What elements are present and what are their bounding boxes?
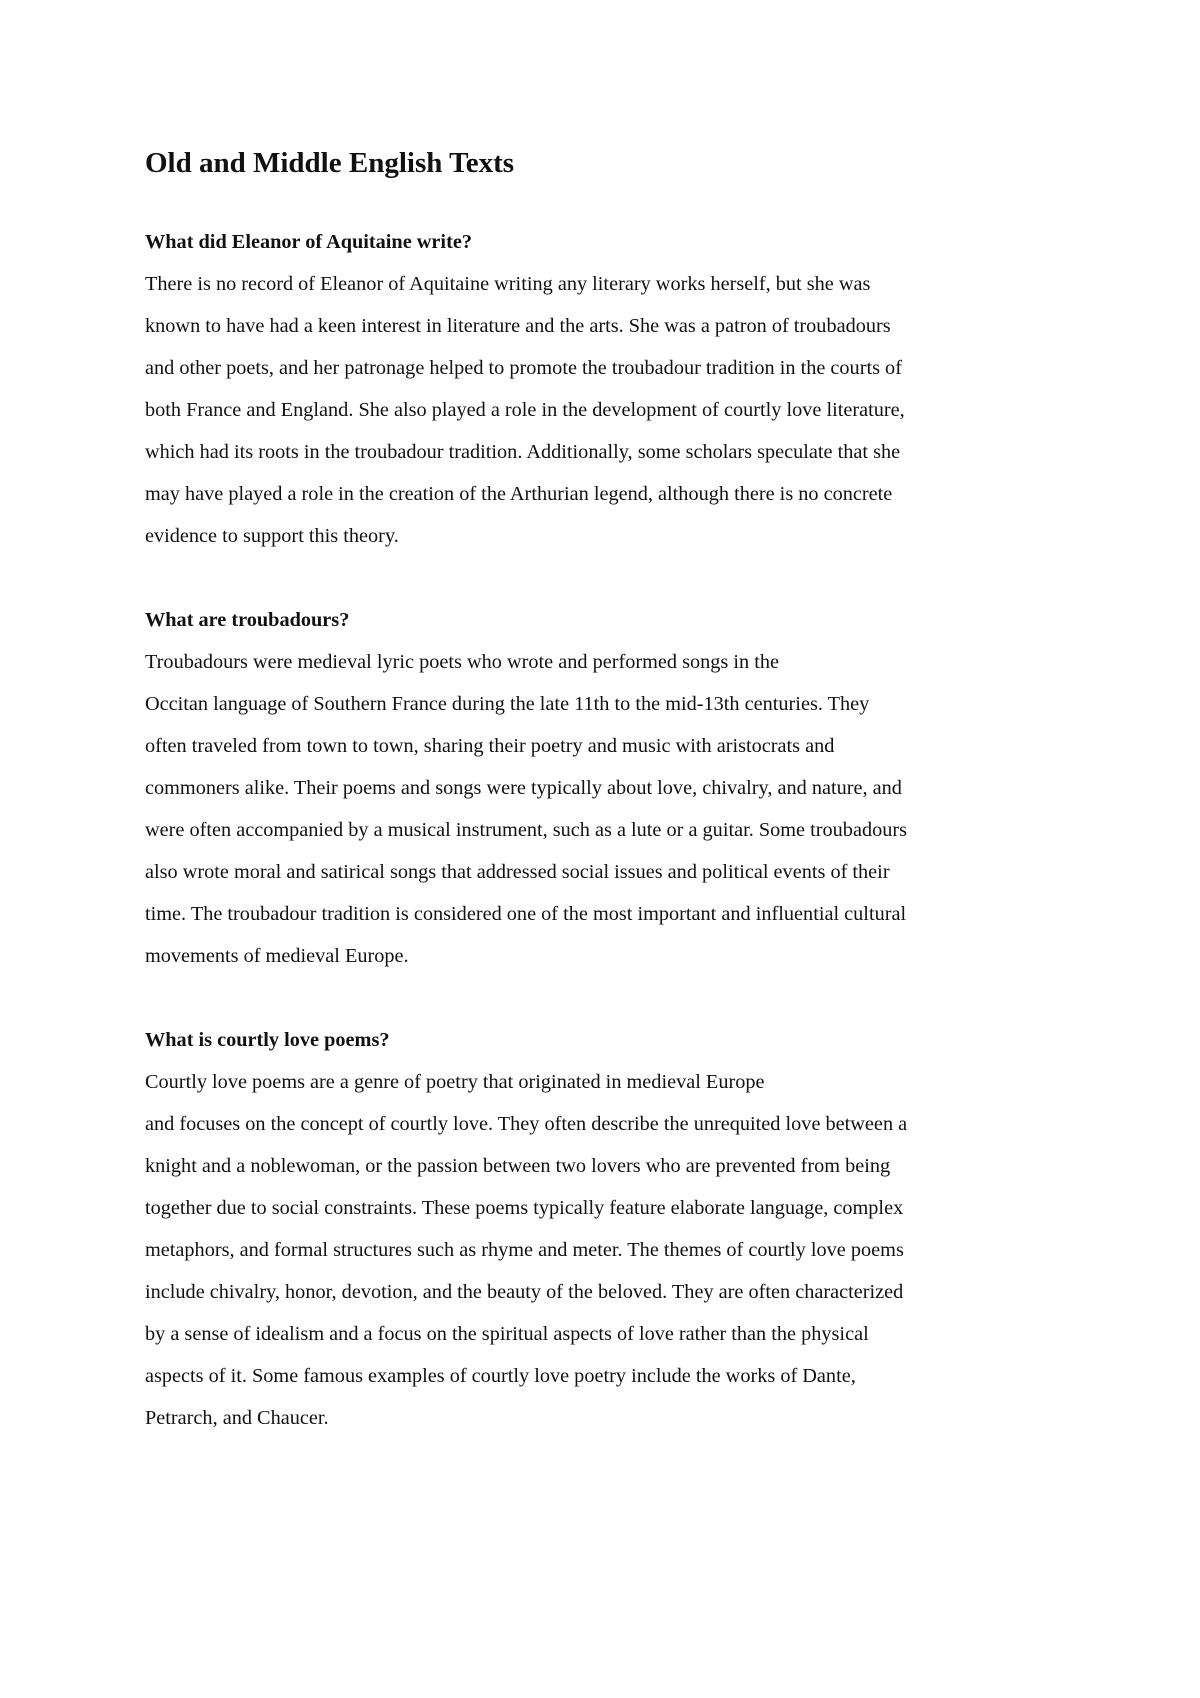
- paragraph-line: include chivalry, honor, devotion, and the beauty of the beloved. They are often characterized: [145, 1281, 904, 1303]
- paragraph-line: knight and a noblewoman, or the passion between two lovers who are prevented from being: [145, 1155, 891, 1177]
- section-paragraph: [145, 263, 1070, 557]
- paragraph-line: Courtly love poems are a genre of poetry that originated in medieval Europe: [145, 1071, 765, 1093]
- paragraph-line: Troubadours were medieval lyric poets who wrote and performed songs in the: [145, 651, 780, 673]
- paragraph-line: aspects of it. Some famous examples of courtly love poetry include the works of Dante,: [145, 1365, 856, 1387]
- paragraph-line: movements of medieval Europe.: [145, 945, 409, 967]
- section-courtly-love: [145, 1019, 1070, 1439]
- paragraph-line: known to have had a keen interest in literature and the arts. She was a patron of troubadours: [145, 315, 891, 337]
- paragraph-line: and other poets, and her patronage helped to promote the troubadour tradition in the courts of: [145, 357, 902, 379]
- section-heading: What are troubadours?: [145, 609, 350, 631]
- paragraph-line: Petrarch, and Chaucer.: [145, 1407, 329, 1429]
- page-title: Old and Middle English Texts: [145, 147, 515, 179]
- paragraph-line: both France and England. She also played a role in the development of courtly love literature,: [145, 399, 905, 421]
- section-paragraph: [145, 641, 1070, 977]
- section-troubadours: [145, 599, 1070, 977]
- paragraph-line: commoners alike. Their poems and songs were typically about love, chivalry, and nature, and: [145, 777, 902, 799]
- paragraph-line: together due to social constraints. These poems typically feature elaborate language, complex: [145, 1197, 904, 1219]
- section-heading: What is courtly love poems?: [145, 1029, 390, 1051]
- paragraph-line: There is no record of Eleanor of Aquitaine writing any literary works herself, but she was: [145, 273, 871, 295]
- section-heading: What did Eleanor of Aquitaine write?: [145, 231, 472, 253]
- paragraph-line: by a sense of idealism and a focus on the spiritual aspects of love rather than the physical: [145, 1323, 869, 1345]
- paragraph-line: often traveled from town to town, sharing their poetry and music with aristocrats and: [145, 735, 835, 757]
- paragraph-line: may have played a role in the creation of the Arthurian legend, although there is no concrete: [145, 483, 893, 505]
- paragraph-line: which had its roots in the troubadour tradition. Additionally, some scholars speculate that she: [145, 441, 901, 463]
- section-eleanor: [145, 221, 1070, 557]
- paragraph-line: and focuses on the concept of courtly love. They often describe the unrequited love between a: [145, 1113, 908, 1135]
- document-body: [145, 138, 1070, 1439]
- paragraph-line: were often accompanied by a musical instrument, such as a lute or a guitar. Some troubadours: [145, 819, 908, 841]
- section-paragraph: [145, 1061, 1070, 1439]
- paragraph-line: evidence to support this theory.: [145, 525, 399, 547]
- paragraph-line: time. The troubadour tradition is considered one of the most important and influential cultural: [145, 903, 907, 925]
- paragraph-line: also wrote moral and satirical songs that addressed social issues and political events of their: [145, 861, 890, 883]
- paragraph-line: metaphors, and formal structures such as rhyme and meter. The themes of courtly love poems: [145, 1239, 904, 1261]
- paragraph-line: Occitan language of Southern France during the late 11th to the mid-13th centuries. They: [145, 693, 870, 715]
